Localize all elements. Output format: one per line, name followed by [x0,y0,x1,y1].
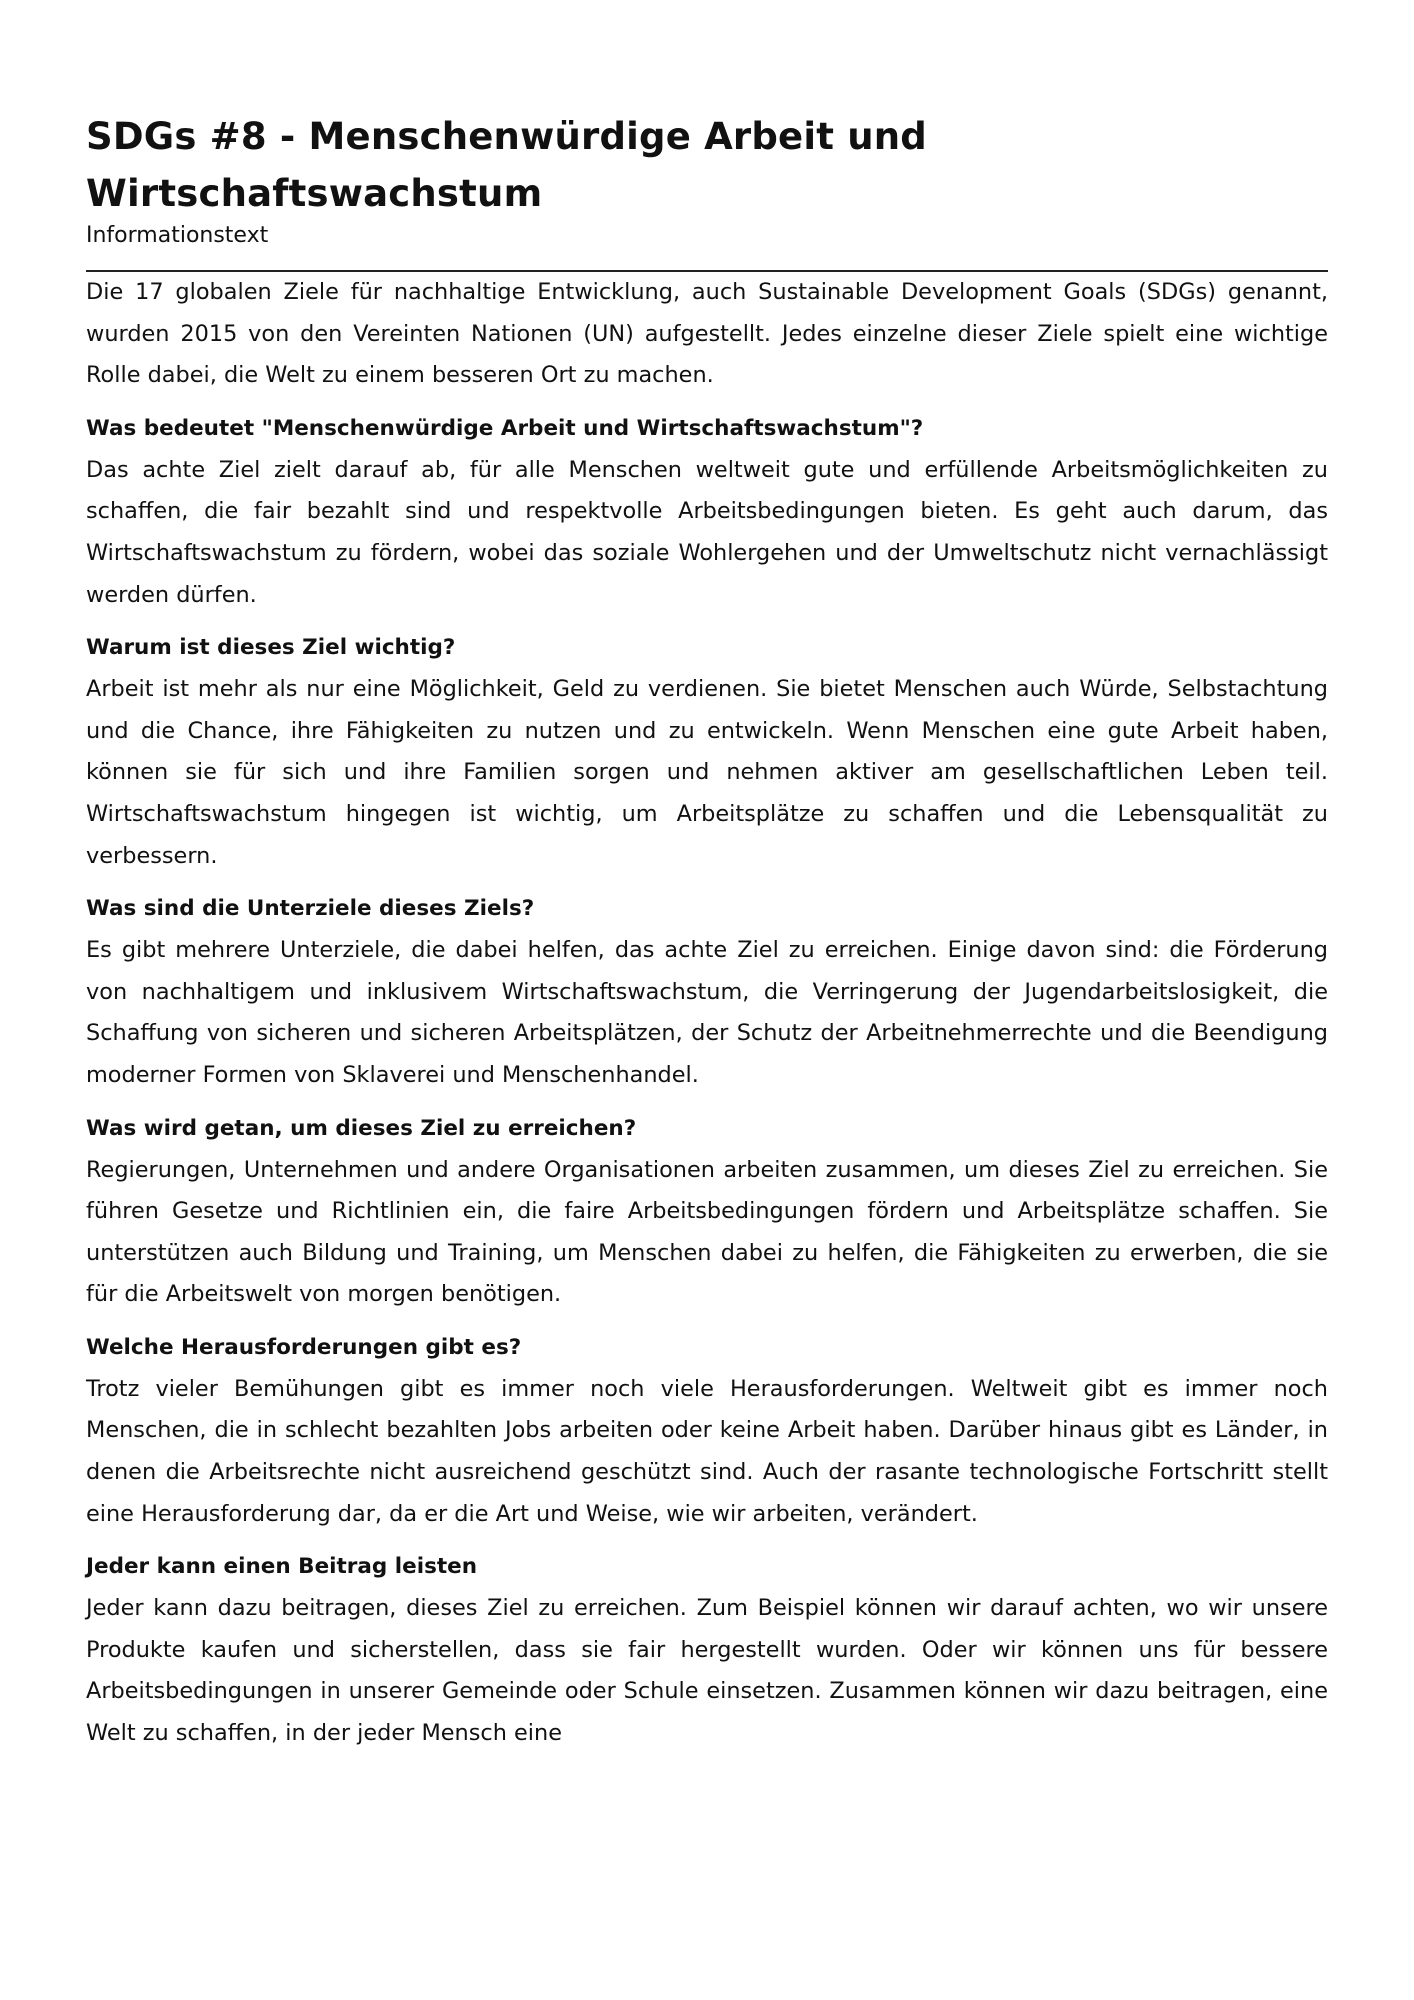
section-text: Arbeit ist mehr als nur eine Möglichkeit, Geld zu verdienen. Sie bietet Menschen auch Würde, Selbstachtung und die Chance, ihre Fähigkeiten zu nutzen und zu entwickeln. Wenn Menschen eine gute Arbeit haben, können sie für sich und ihre Familien sorgen und nehmen aktiver am gesellschaftlichen Leben teil. Wirtschaftswachstum hingegen ist wichtig, um Arbeitsplätze zu schaffen und die Lebensqualität zu verbessern. [86,676,1328,869]
section-text: Regierungen, Unternehmen und andere Organisationen arbeiten zusammen, um dieses Ziel zu erreichen. Sie führen Gesetze und Richtlinien ein, die faire Arbeitsbedingungen fördern und Arbeitsplätze schaffen. Sie unterstützen auch Bildung und Training, um Menschen dabei zu helfen, die Fähigkeiten zu erwerben, die sie für die Arbeitswelt von morgen benötigen. [86,1156,1328,1308]
section-meaning [86,408,1328,616]
section-heading: Was wird getan, um dieses Ziel zu erreichen? [86,1115,637,1141]
section-text: Trotz vieler Bemühungen gibt es immer noch viele Herausforderungen. Weltweit gibt es immer noch Menschen, die in schlecht bezahlten Jobs arbeiten oder keine Arbeit haben. Darüber hinaus gibt es Länder, in denen die Arbeitsrechte nicht ausreichend geschützt sind. Auch der rasante technologische Fortschritt stellt eine Herausforderung dar, da er die Art und Weise, wie wir arbeiten, verändert. [86,1375,1328,1527]
section-heading: Jeder kann einen Beitrag leisten [86,1554,478,1580]
section-actions [86,1108,1328,1316]
section-heading: Warum ist dieses Ziel wichtig? [86,635,456,661]
document-title: SDGs #8 - Menschenwürdige Arbeit und Wirtschaftswachstum [86,115,927,215]
section-heading: Was bedeutet "Menschenwürdige Arbeit und Wirtschaftswachstum"? [86,415,924,441]
section-challenges [86,1327,1328,1535]
section-importance [86,627,1328,877]
section-contribution [86,1546,1328,1754]
section-heading: Was sind die Unterziele dieses Ziels? [86,896,535,922]
section-text: Jeder kann dazu beitragen, dieses Ziel zu erreichen. Zum Beispiel können wir darauf achten, wo wir unsere Produkte kaufen und sicherstellen, dass sie fair hergestellt wurden. Oder wir können uns für bessere Arbeitsbedingungen in unserer Gemeinde oder Schule einsetzen. Zusammen können wir dazu beitragen, eine Welt zu schaffen, in der jeder Mensch eine [86,1595,1328,1747]
section-heading: Welche Herausforderungen gibt es? [86,1334,522,1360]
intro-paragraph: Die 17 globalen Ziele für nachhaltige Entwicklung, auch Sustainable Development Goals (SDGs) genannt, wurden 2015 von den Vereinten Nationen (UN) aufgestellt. Jedes einzelne dieser Ziele spielt eine wichtige Rolle dabei, die Welt zu einem besseren Ort zu machen. [86,279,1328,389]
section-text: Es gibt mehrere Unterziele, die dabei helfen, das achte Ziel zu erreichen. Einige davon sind: die Förderung von nachhaltigem und inklusivem Wirtschaftswachstum, die Verringerung der Jugendarbeitslosigkeit, die Schaffung von sicheren und sicheren Arbeitsplätzen, der Schutz der Arbeitnehmerrechte und die Beendigung moderner Formen von Sklaverei und Menschenhandel. [86,937,1328,1088]
document-page [86,108,1328,1755]
section-subgoals [86,888,1328,1096]
document-subtitle: Informationstext [86,222,1328,272]
section-text: Das achte Ziel zielt darauf ab, für alle Menschen weltweit gute und erfüllende Arbeitsmöglichkeiten zu schaffen, die fair bezahlt sind und respektvolle Arbeitsbedingungen bieten. Es geht auch darum, das Wirtschaftswachstum zu fördern, wobei das soziale Wohlergehen und der Umweltschutz nicht vernachlässigt werden dürfen. [86,456,1328,608]
